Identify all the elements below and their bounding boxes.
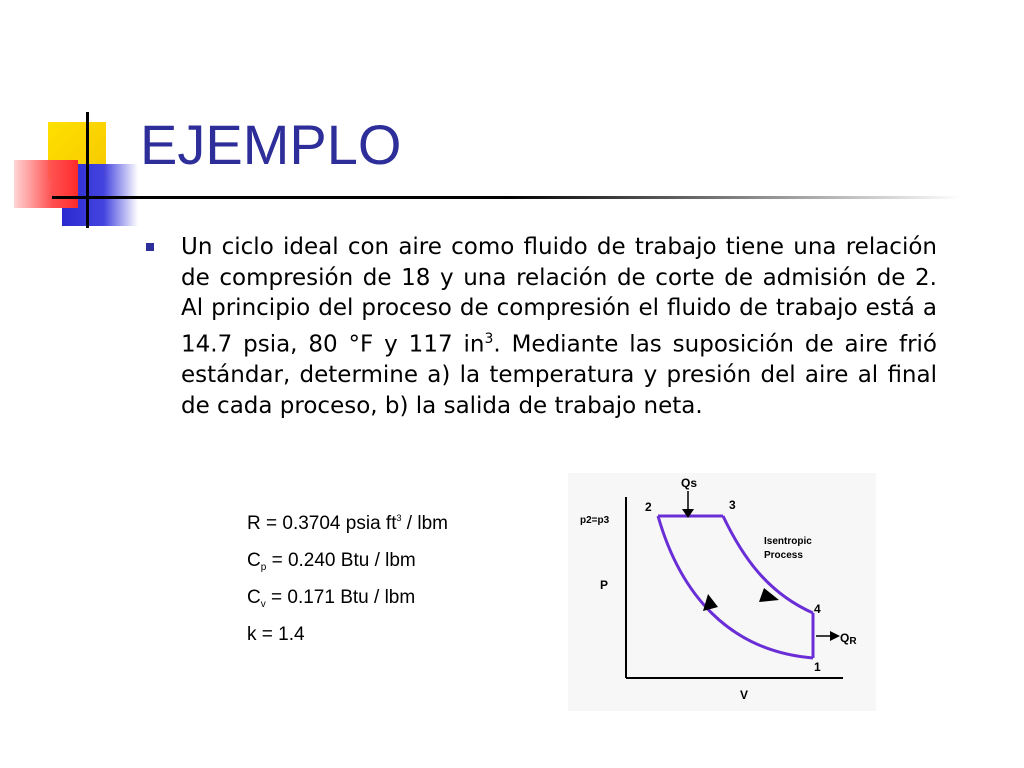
- pv-diagram-svg: [568, 473, 876, 711]
- qs-label: Qs: [681, 476, 698, 490]
- pressure-equality-label: p2=p3: [580, 515, 610, 526]
- y-axis-label: P: [600, 578, 609, 592]
- constants-block: [247, 513, 448, 661]
- isentropic-label-1: Isentropic: [764, 536, 812, 547]
- formula-k: k = 1.4: [247, 624, 305, 645]
- arrow-compression: [703, 594, 718, 611]
- statement-text: Un ciclo ideal con aire como fluido de trabajo tiene una relación de compresión de 18 y una relación de corte de admisión de 2. Al principio del proceso de compresión el fluido de trabajo está a 14.7 psia, 80 °F y 117 in: [181, 234, 937, 358]
- formula-cp: $C_p = 0.240$ Btu / lbm: [247, 550, 416, 573]
- bullet-marker: [146, 243, 154, 251]
- isentropic-label-2: Process: [764, 550, 803, 561]
- point-1-label: 1: [814, 660, 821, 674]
- qr-arrow-head: [830, 631, 840, 641]
- problem-statement: [181, 232, 937, 421]
- point-4-label: 4: [814, 602, 821, 616]
- formula-cv: $C_v = 0.171$ Btu / lbm: [247, 587, 416, 610]
- logo-red-square: [14, 160, 78, 208]
- statement-text-end: . Mediante las suposición de aire frió estándar, determine a) la temperatura y presión del aire al final de cada proceso, b) la salida de trabajo neta.: [181, 331, 937, 419]
- statement-superscript: 3: [484, 330, 494, 347]
- formula-r: R = 0.3704 psia $ft^3$ / lbm: [247, 513, 448, 534]
- point-3-label: 3: [729, 498, 736, 512]
- x-axis-label: V: [740, 688, 749, 702]
- qr-label: QR: [840, 631, 857, 647]
- title-divider: [52, 196, 962, 199]
- point-2-label: 2: [645, 500, 652, 514]
- logo-vertical-line: [86, 112, 89, 228]
- pv-diagram: [568, 473, 876, 711]
- page-title: EJEMPLO: [140, 113, 402, 176]
